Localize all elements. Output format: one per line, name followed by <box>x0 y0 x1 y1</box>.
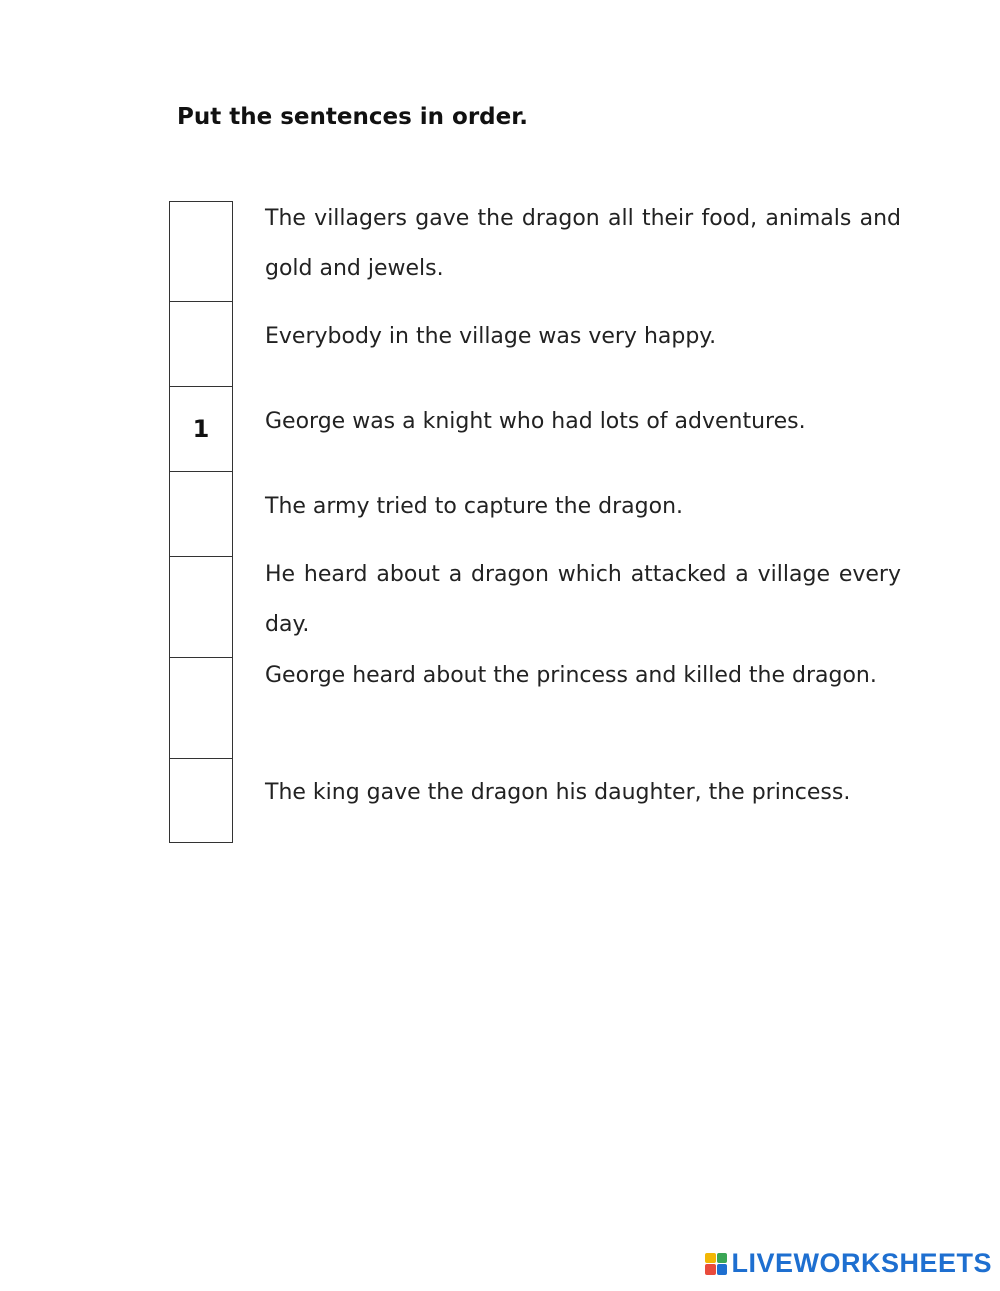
sentence-text: Everybody in the village was very happy. <box>265 324 717 349</box>
sentence-text: George was a knight who had lots of adventures. <box>265 409 806 434</box>
ordering-row <box>169 658 909 759</box>
ordering-row <box>169 302 909 387</box>
ordering-row <box>169 557 909 658</box>
order-number-box[interactable]: 1 <box>169 387 233 472</box>
ordering-table <box>169 201 909 843</box>
order-number-box[interactable] <box>169 201 233 302</box>
ordering-row <box>169 201 909 302</box>
sentence-text: The army tried to capture the dragon. <box>265 494 683 519</box>
logo-text: LIVEWORKSHEETS <box>731 1248 992 1278</box>
order-number-box[interactable] <box>169 759 233 843</box>
order-number-box[interactable] <box>169 302 233 387</box>
order-number-box[interactable] <box>169 472 233 557</box>
ordering-row <box>169 759 909 843</box>
sentence-text: The villagers gave the dragon all their food, animals and gold and jewels. <box>265 206 901 281</box>
ordering-row <box>169 387 909 472</box>
instruction-heading: Put the sentences in order. <box>177 104 529 130</box>
order-number-box[interactable] <box>169 557 233 658</box>
liveworksheets-logo <box>705 1248 992 1279</box>
sentence-text: The king gave the dragon his daughter, the princess. <box>265 780 851 805</box>
sentence-text: He heard about a dragon which attacked a village every day. <box>265 562 901 637</box>
order-number-box[interactable] <box>169 658 233 759</box>
sentence-text: George heard about the princess and killed the dragon. <box>265 663 877 688</box>
ordering-row <box>169 472 909 557</box>
liveworksheets-logo-icon <box>705 1253 727 1275</box>
